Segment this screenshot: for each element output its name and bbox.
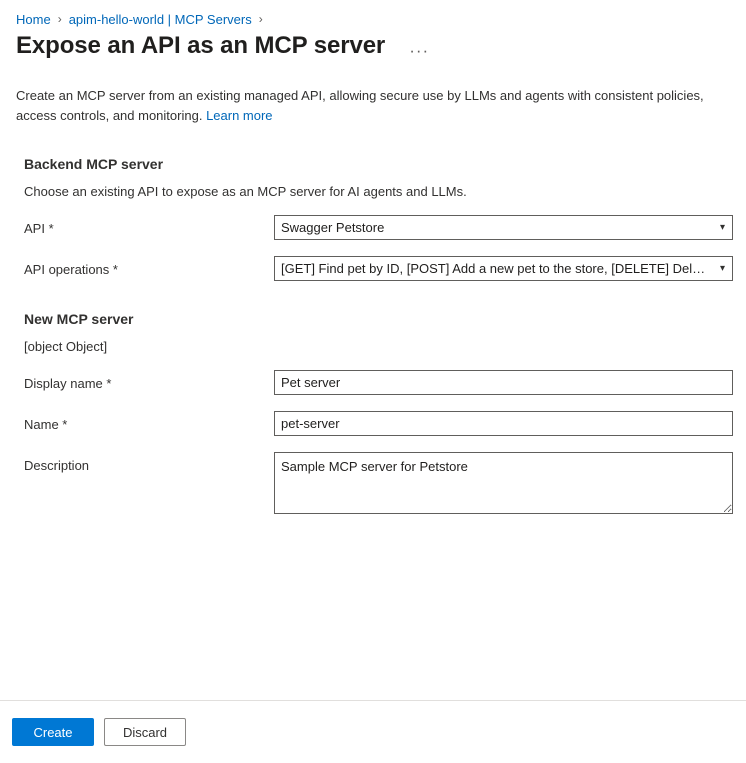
api-select-wrapper xyxy=(274,215,733,240)
new-server-section-title: New MCP server xyxy=(24,311,134,327)
new-server-section-description: [object Object] xyxy=(24,339,108,354)
api-operations-control xyxy=(274,256,733,281)
api-operations-select-wrapper xyxy=(274,256,733,281)
breadcrumb xyxy=(0,0,746,28)
field-row-api xyxy=(24,215,746,240)
field-row-name xyxy=(24,411,746,436)
chevron-down-icon: ▾ xyxy=(719,221,725,233)
action-bar xyxy=(0,700,746,763)
breadcrumb-separator-icon-2: › xyxy=(258,12,263,26)
description-label: Description xyxy=(24,458,90,473)
discard-button[interactable]: Discard xyxy=(104,718,186,746)
api-operations-select[interactable] xyxy=(274,256,733,281)
api-control xyxy=(274,215,733,240)
name-control xyxy=(274,411,733,436)
page-header xyxy=(0,28,746,60)
field-row-display-name xyxy=(24,370,746,395)
api-operations-label: API operations * xyxy=(24,262,118,277)
page-description xyxy=(16,86,706,126)
display-name-label: Display name * xyxy=(24,376,112,391)
breadcrumb-item-home[interactable]: Home xyxy=(16,11,51,27)
name-label: Name * xyxy=(24,417,68,432)
page-title: Expose an API as an MCP server xyxy=(16,32,386,59)
field-row-api-operations xyxy=(24,256,746,281)
api-label: API * xyxy=(24,221,54,236)
display-name-input[interactable] xyxy=(274,370,733,395)
backend-section-description: Choose an existing API to expose as an MCP server for AI agents and LLMs. xyxy=(24,184,467,199)
field-row-description xyxy=(24,452,746,517)
name-input[interactable] xyxy=(274,411,733,436)
backend-section-title: Backend MCP server xyxy=(24,156,164,172)
breadcrumb-separator-icon: › xyxy=(57,12,62,26)
more-options-icon[interactable]: ··· xyxy=(409,40,430,60)
description-control xyxy=(274,452,733,517)
new-mcp-server-section xyxy=(24,311,746,517)
create-button[interactable]: Create xyxy=(12,718,94,746)
display-name-control xyxy=(274,370,733,395)
backend-mcp-server-section xyxy=(24,156,746,281)
page-description-text: Create an MCP server from an existing managed API, allowing secure use by LLMs and agents with consistent policies, access controls, and monitoring. xyxy=(16,88,704,123)
breadcrumb-item-mcp-servers[interactable]: apim-hello-world | MCP Servers xyxy=(68,11,252,27)
learn-more-link[interactable]: Learn more xyxy=(206,108,273,123)
api-select[interactable] xyxy=(274,215,733,240)
chevron-down-icon: ▾ xyxy=(719,262,725,274)
description-textarea[interactable] xyxy=(274,452,733,514)
